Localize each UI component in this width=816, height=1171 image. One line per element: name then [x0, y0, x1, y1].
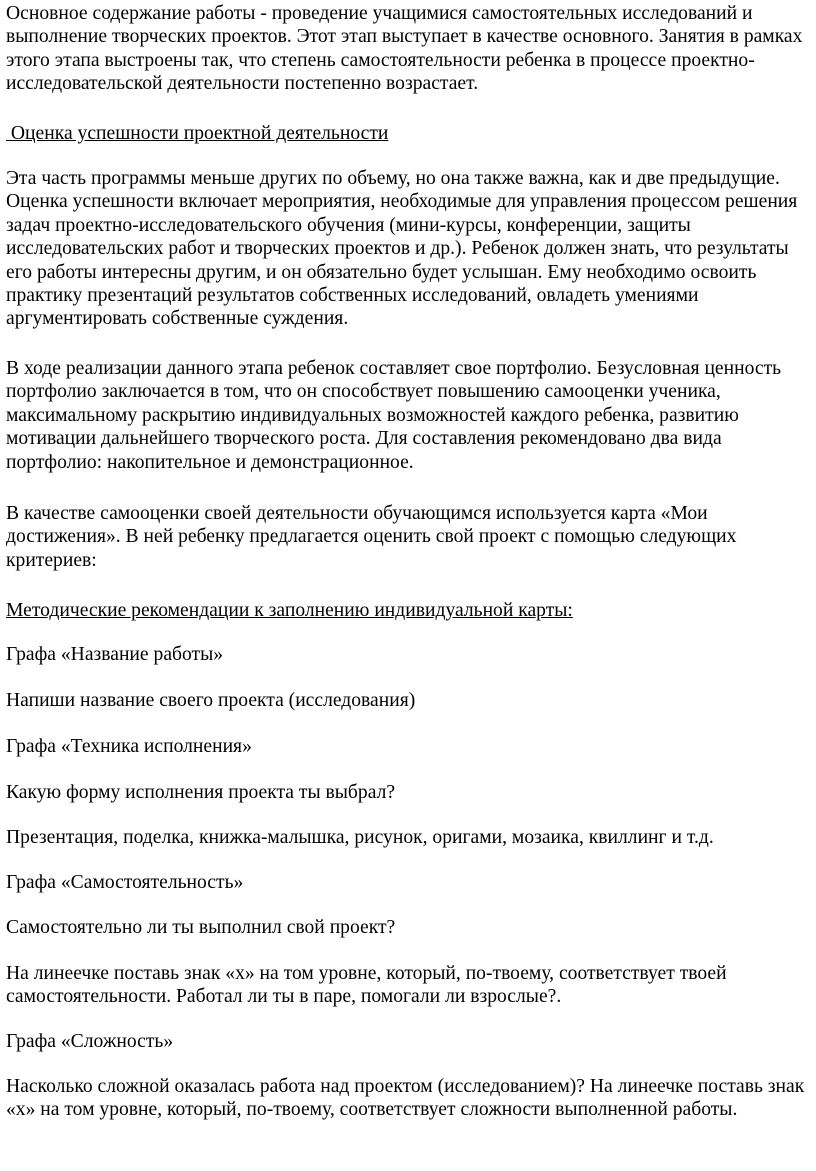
paragraph-portfolio: В ходе реализации данного этапа ребенок составляет свое портфолио. Безусловная ценность портфолио заключается в том, что он способствует повышению самооценки ученика, максимальному раскрытию индивидуальных возможностей каждого ребенка, развитию мотивации дальнейшего творческого роста. Для составления рекомендовано два вида портфолио: накопительное и демонстрационное.	[6, 358, 782, 473]
section-title-complexity: Графа «Сложность»	[6, 1031, 174, 1052]
paragraph-self-assessment: В качестве самооценки своей деятельности обучающимся используется карта «Мои достижения». В ней ребенку предлагается оценить свой проект с помощью следующих критериев:	[6, 503, 737, 571]
instruction-work-name: Напиши название своего проекта (исследования)	[6, 690, 416, 711]
list-technique-options: Презентация, поделка, книжка-малышка, рисунок, оригами, мозаика, квиллинг и т.д.	[6, 827, 714, 848]
paragraph-evaluation: Эта часть программы меньше других по объему, но она также важна, как и две предыдущие. Оценка успешности включает мероприятия, необходимые для управления процессом решения задач проектно-исследовательского обучения (мини-курсы, конференции, защиты исследовательских работ и творческих проектов и др.). Ребенок должен знать, что результаты его работы интересны другим, и он обязательно будет услышан. Ему необходимо освоить практику презентаций результатов собственных исследований, овладеть умениями аргументировать собственные суждения.	[6, 168, 798, 330]
instruction-complexity: Насколько сложной оказалась работа над проектом (исследованием)? На линеечке поставь знак «х» на том уровне, который, по-твоему, соответствует сложности выполненной работы.	[6, 1076, 805, 1121]
question-technique: Какую форму исполнения проекта ты выбрал?	[6, 782, 396, 803]
heading-evaluation: Оценка успешности проектной деятельности	[6, 123, 389, 144]
heading-method-recommendations: Методические рекомендации к заполнению индивидуальной карты:	[6, 600, 573, 621]
section-title-technique: Графа «Техника исполнения»	[6, 736, 252, 757]
section-title-independence: Графа «Самостоятельность»	[6, 872, 244, 893]
paragraph-main-content: Основное содержание работы - проведение учащимися самостоятельных исследований и выполнение творческих проектов. Этот этап выступает в качестве основного. Занятия в рамках этого этапа выстроены так, что степень самостоятельности ребенка в процессе проектно-исследовательской деятельности постепенно возрастает.	[6, 3, 803, 95]
instruction-independence: На линеечке поставь знак «х» на том уровне, который, по-твоему, соответствует твоей самостоятельности. Работал ли ты в паре, помогали ли взрослые?.	[6, 963, 727, 1008]
section-title-work-name: Графа «Название работы»	[6, 644, 224, 665]
question-independence: Самостоятельно ли ты выполнил свой проект?	[6, 917, 396, 938]
